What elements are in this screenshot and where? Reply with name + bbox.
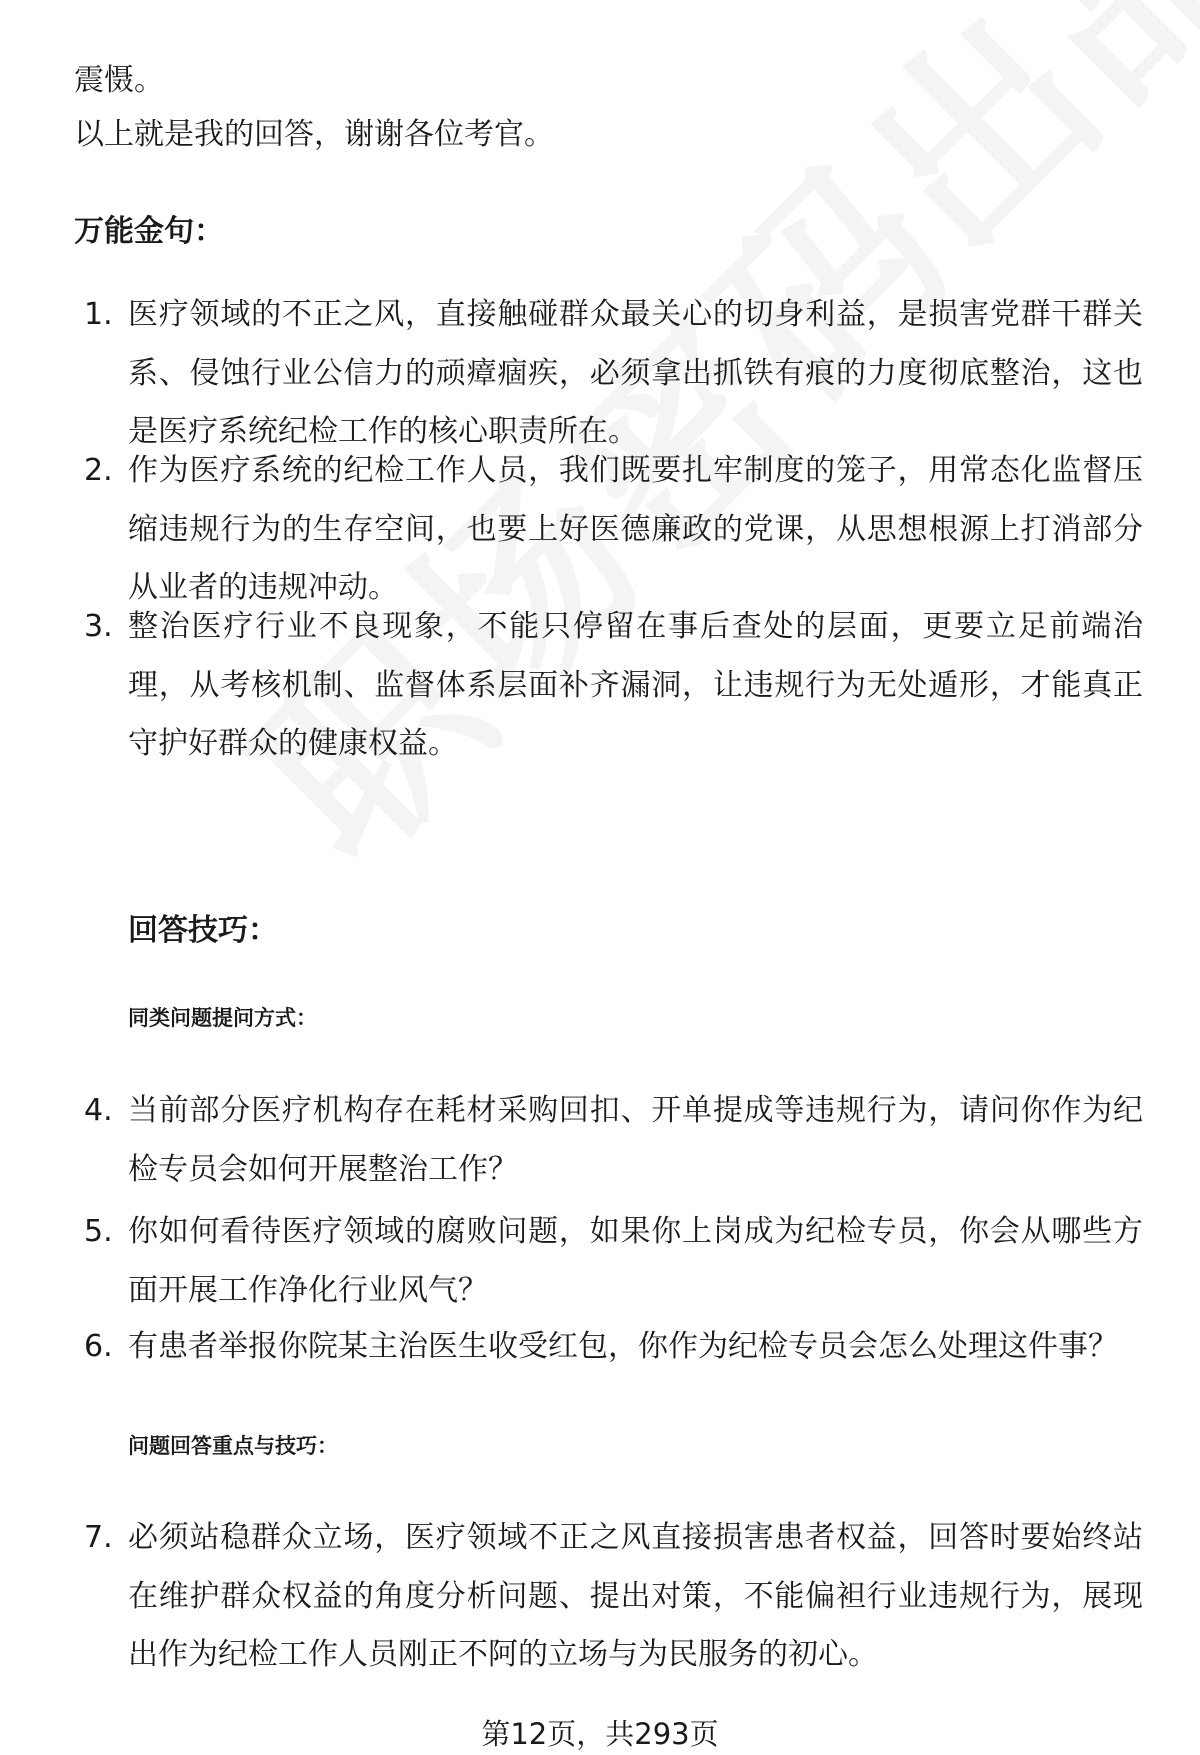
list-item-text: 必须站稳群众立场，医疗领域不正之风直接损害患者权益，回答时要始终站在维护群众权益的角度分析问题、提出对策，不能偏袒行业违规行为，展现出作为纪检工作人员刚正不阿的立场与为民服务的初心。	[128, 1520, 1143, 1672]
list-item-text: 作为医疗系统的纪检工作人员，我们既要扎牢制度的笼子，用常态化监督压缩违规行为的生存空间，也要上好医德廉政的党课，从思想根源上打消部分从业者的违规冲动。	[128, 453, 1143, 605]
section-heading-golden-sentences: 万能金句：	[74, 214, 224, 249]
intro-line-2: 以上就是我的回答，谢谢各位考官。	[74, 117, 554, 152]
list-item-number: 5.	[84, 1214, 113, 1249]
list-item-text: 医疗领域的不正之风，直接触碰群众最关心的切身利益，是损害党群干群关系、侵蚀行业公信力的顽瘴痼疾，必须拿出抓铁有痕的力度彻底整治，这也是医疗系统纪检工作的核心职责所在。	[128, 297, 1143, 449]
list-item	[0, 1509, 1200, 1689]
list-item-text: 你如何看待医疗领域的腐败问题，如果你上岗成为纪检专员，你会从哪些方面开展工作净化行业风气？	[128, 1214, 1143, 1308]
list-item-number: 1.	[84, 297, 113, 332]
list-item	[0, 1082, 1200, 1202]
list-item-text: 当前部分医疗机构存在耗材采购回扣、开单提成等违规行为，请问你作为纪检专员会如何开展整治工作？	[128, 1093, 1143, 1187]
section-heading-answer-tips: 回答技巧：	[128, 913, 278, 948]
list-item	[0, 442, 1200, 622]
list-item-text: 有患者举报你院某主治医生收受红包，你作为纪检专员会怎么处理这件事？	[128, 1329, 1118, 1364]
list-item-number: 7.	[84, 1520, 113, 1555]
page-number-footer: 第12页，共293页	[481, 1717, 719, 1751]
list-item-number: 4.	[84, 1093, 113, 1128]
intro-line-1: 震慑。	[74, 63, 164, 98]
list-item	[0, 1203, 1200, 1323]
list-item-number: 2.	[84, 453, 113, 488]
list-item-number: 6.	[84, 1329, 113, 1364]
subheading-similar-questions: 同类问题提问方式：	[128, 1006, 317, 1030]
list-item-text: 整治医疗行业不良现象，不能只停留在事后查处的层面，更要立足前端治理，从考核机制、监督体系层面补齐漏洞，让违规行为无处遁形，才能真正守护好群众的健康权益。	[128, 609, 1143, 761]
subheading-key-points: 问题回答重点与技巧：	[128, 1434, 338, 1458]
list-item	[0, 1318, 1200, 1378]
list-item-number: 3.	[84, 609, 113, 644]
list-item	[0, 598, 1200, 778]
list-item	[0, 286, 1200, 466]
